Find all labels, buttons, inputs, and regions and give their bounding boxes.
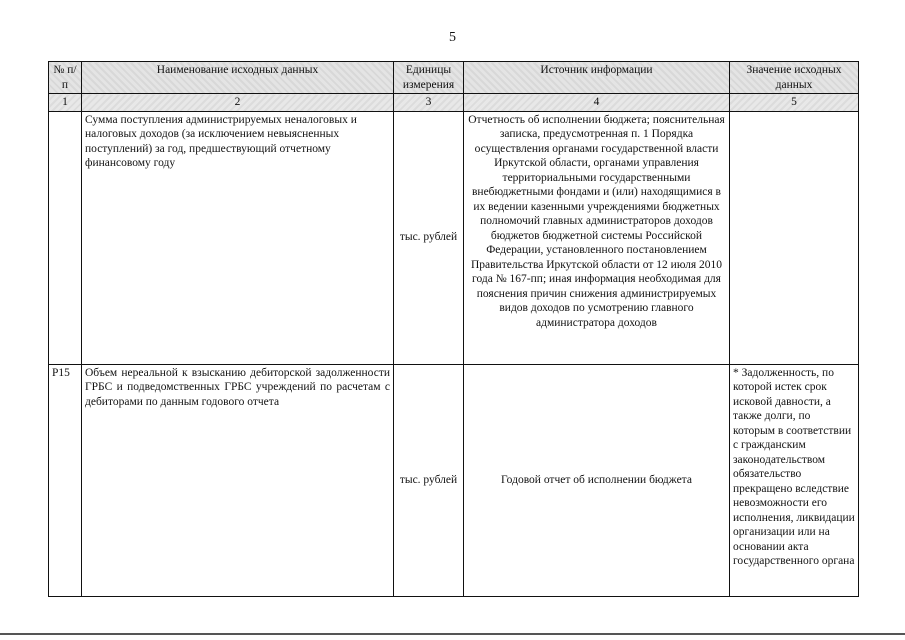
column-number: 4 <box>464 94 730 112</box>
column-number: 5 <box>730 94 859 112</box>
table-row <box>49 364 859 596</box>
page-number: 5 <box>449 30 456 45</box>
row-unit: тыс. рублей <box>394 364 464 596</box>
header-value: Значение исходных данных <box>730 62 859 94</box>
row-number: P15 <box>49 364 82 596</box>
row-name: Объем нереальной к взысканию дебиторской задолженности ГРБС и подведомственных ГРБС учреждений по расчетам с дебиторами по данным годового отчета <box>82 364 394 596</box>
header-number: № п/п <box>49 62 82 94</box>
row-source: Годовой отчет об исполнении бюджета <box>464 364 730 596</box>
header-unit: Единицы измерения <box>394 62 464 94</box>
header-name: Наименование исходных данных <box>82 62 394 94</box>
table-header-row <box>49 62 859 94</box>
row-number <box>49 111 82 364</box>
row-value <box>730 111 859 364</box>
row-value: * Задолженность, по которой истек срок исковой давности, а также долги, по которым в соответствии с гражданским законодательством обязательство прекращено вследствие невозможности его исполнения, ликвидации организации или на основании акта государственного органа <box>730 364 859 596</box>
source-data-table <box>48 61 859 597</box>
column-number-row <box>49 94 859 112</box>
header-source: Источник информации <box>464 62 730 94</box>
column-number: 2 <box>82 94 394 112</box>
row-unit: тыс. рублей <box>394 111 464 364</box>
row-source: Отчетность об исполнении бюджета; пояснительная записка, предусмотренная п. 1 Порядка осуществления органами государственной власти Иркутской области, органами управления территориальными государственными внебюджетными фондами и (или) находящимися в их ведении казенными учреждениями бюджетных полномочий главных администраторов доходов бюджетов бюджетной системы Российской Федерации, установленного постановлением Правительства Иркутской области от 12 июля 2010 года № 167-пп; иная информация необходимая для пояснения причин снижения администрируемых видов доходов по усмотрению главного администратора доходов <box>464 111 730 364</box>
column-number: 1 <box>49 94 82 112</box>
table-row <box>49 111 859 364</box>
row-name: Сумма поступления администрируемых неналоговых и налоговых доходов (за исключением невыясненных поступлений) за год, предшествующий отчетному финансовому году <box>82 111 394 364</box>
page-bottom-edge <box>0 633 905 635</box>
column-number: 3 <box>394 94 464 112</box>
